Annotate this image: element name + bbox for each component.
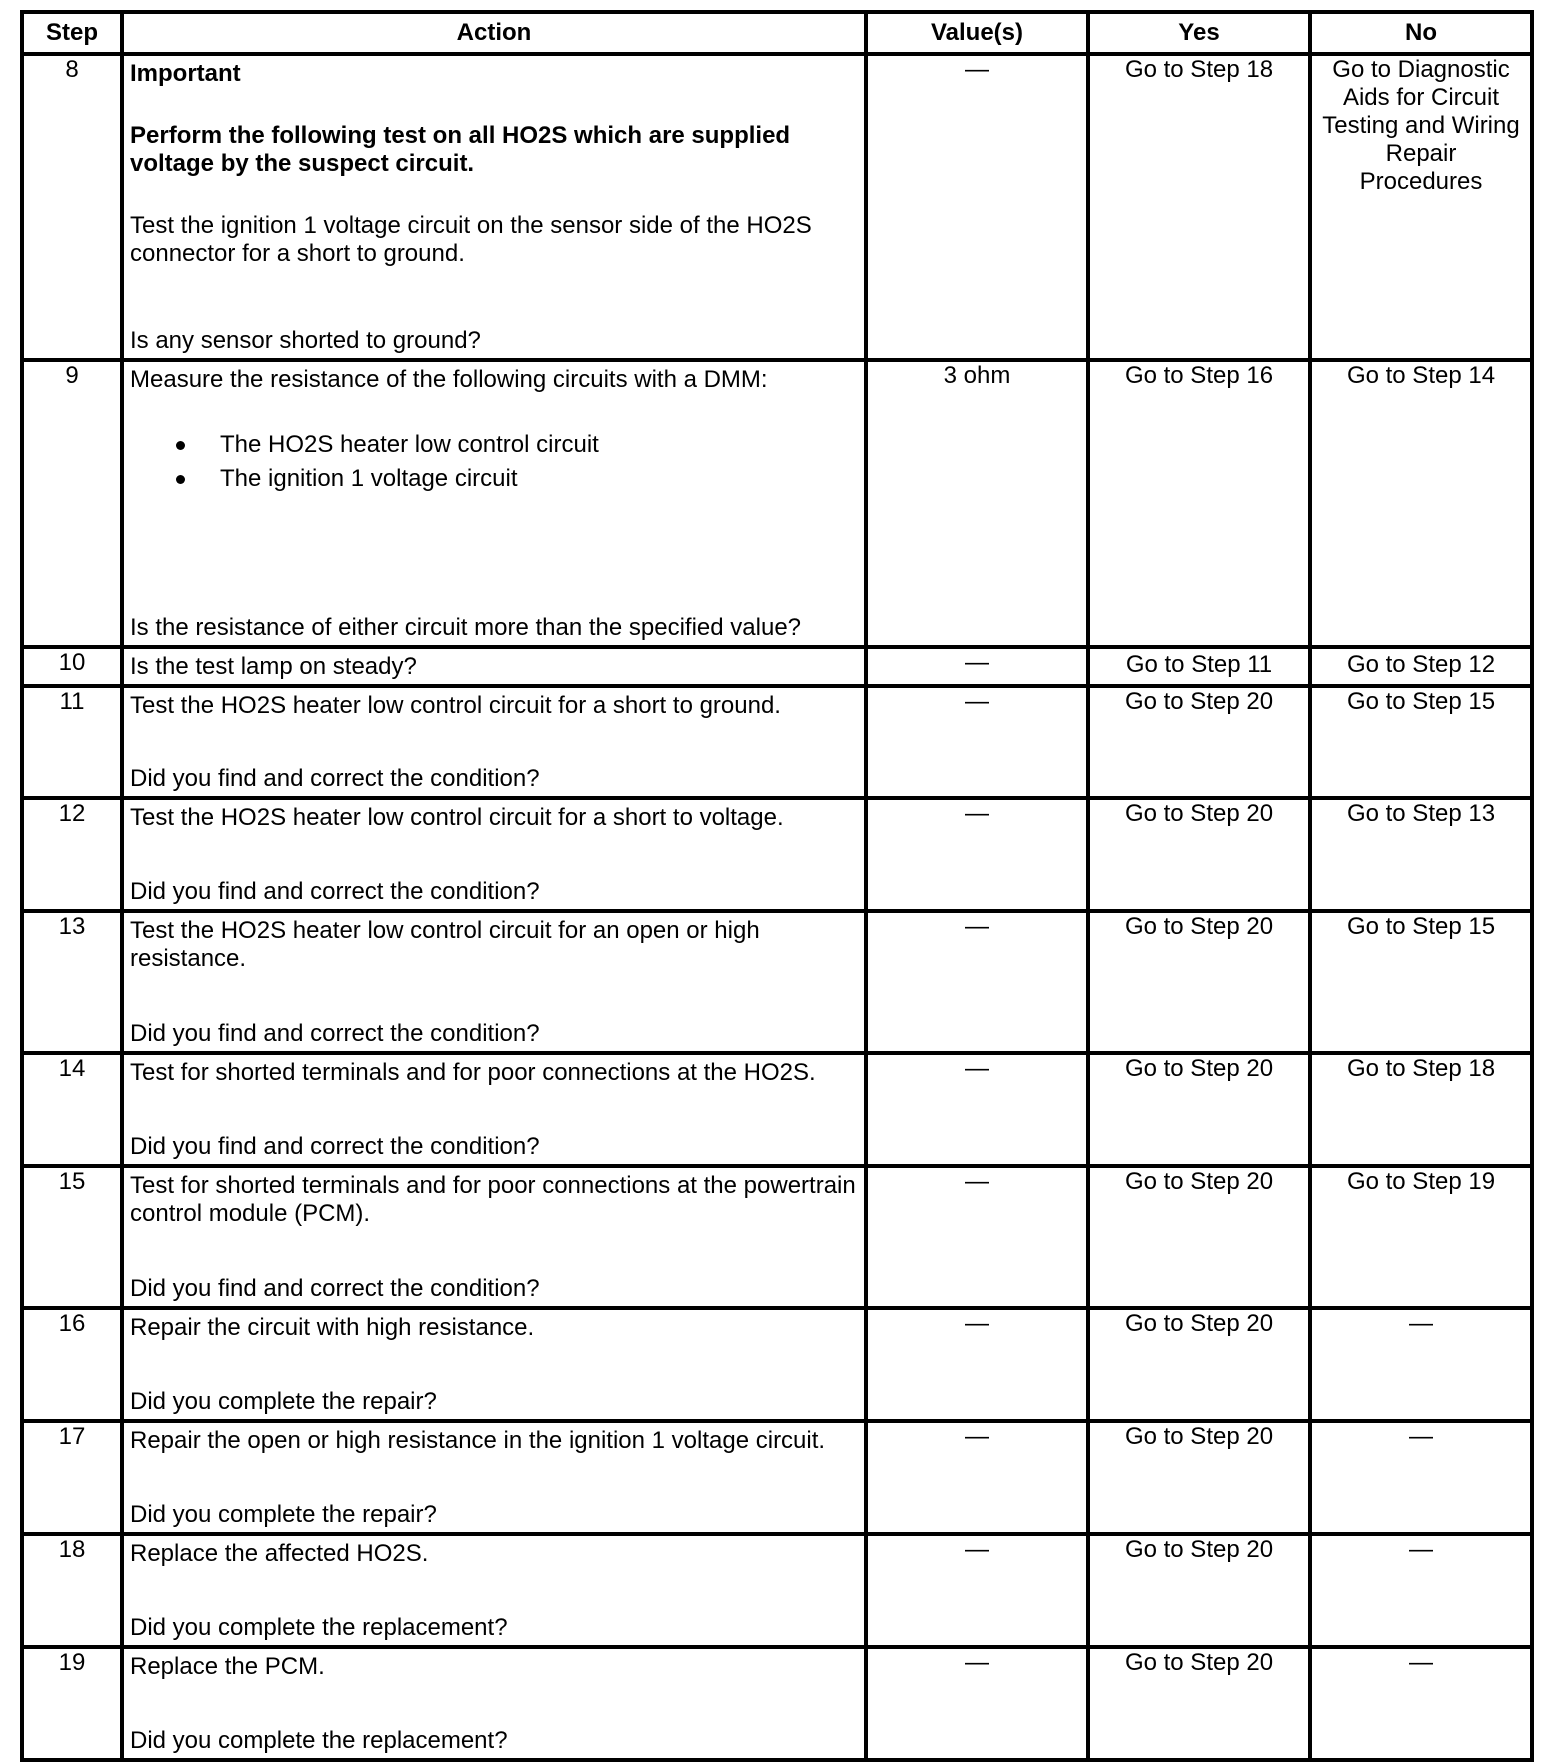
yes-link[interactable]: Go to Step 16	[1124, 362, 1274, 389]
no-link[interactable]: Go to Diagnostic Aids for Circuit Testing and Wiring Repair Procedures	[1322, 56, 1520, 195]
table-row	[22, 1053, 1532, 1166]
action-cell	[122, 1421, 866, 1534]
action-cell	[122, 1308, 866, 1421]
question-text: Did you find and correct the condition?	[130, 1133, 540, 1160]
no-cell	[1310, 360, 1532, 647]
diagnostic-table-container	[20, 10, 1530, 1762]
yes-cell	[1088, 1053, 1310, 1166]
table-row	[22, 647, 1532, 686]
header-yes: Yes	[1088, 12, 1310, 54]
action-cell	[122, 1647, 866, 1760]
no-value: —	[1409, 1423, 1433, 1450]
diagnostic-table	[20, 10, 1534, 1762]
action-cell	[122, 1053, 866, 1166]
no-value: —	[1409, 1536, 1433, 1563]
header-values: Value(s)	[866, 12, 1088, 54]
yes-link[interactable]: Go to Step 20	[1124, 688, 1274, 715]
question-text: Did you complete the replacement?	[130, 1614, 508, 1641]
action-text: Measure the resistance of the following circuits with a DMM:	[130, 366, 768, 393]
no-cell	[1310, 798, 1532, 911]
table-header-row	[22, 12, 1532, 54]
question-text: Did you find and correct the condition?	[130, 878, 540, 905]
no-link[interactable]: Go to Step 13	[1346, 800, 1496, 827]
no-cell	[1310, 647, 1532, 686]
table-row	[22, 360, 1532, 647]
yes-cell	[1088, 54, 1310, 360]
value-cell: —	[866, 686, 1088, 798]
question-text: Did you find and correct the condition?	[130, 1275, 540, 1302]
no-value: —	[1409, 1310, 1433, 1337]
action-text: Repair the open or high resistance in the ignition 1 voltage circuit.	[130, 1427, 826, 1454]
question-text: Did you complete the repair?	[130, 1501, 437, 1528]
value-cell: —	[866, 911, 1088, 1053]
no-cell	[1310, 1534, 1532, 1647]
question-text: Did you find and correct the condition?	[130, 1020, 540, 1047]
question-text: Did you complete the repair?	[130, 1388, 437, 1415]
table-row	[22, 1166, 1532, 1308]
no-link[interactable]: Go to Step 18	[1346, 1055, 1496, 1082]
action-text: Test for shorted terminals and for poor connections at the powertrain control module (PCM).	[130, 1172, 856, 1227]
step-number: 16	[22, 1308, 122, 1421]
question-text: Is any sensor shorted to ground?	[130, 327, 481, 354]
no-cell	[1310, 1647, 1532, 1760]
yes-cell	[1088, 686, 1310, 798]
value-cell: —	[866, 1053, 1088, 1166]
action-cell	[122, 360, 866, 647]
yes-link[interactable]: Go to Step 20	[1124, 1423, 1274, 1450]
table-row	[22, 1647, 1532, 1760]
no-link[interactable]: Go to Step 14	[1346, 362, 1496, 389]
table-row	[22, 54, 1532, 360]
action-text: Test the HO2S heater low control circuit for a short to voltage.	[130, 804, 784, 831]
question-text: Did you find and correct the condition?	[130, 765, 540, 792]
step-number: 14	[22, 1053, 122, 1166]
list-item: The HO2S heater low control circuit	[220, 428, 858, 462]
yes-link[interactable]: Go to Step 18	[1124, 56, 1274, 83]
no-cell	[1310, 1421, 1532, 1534]
yes-link[interactable]: Go to Step 20	[1124, 913, 1274, 940]
action-cell	[122, 686, 866, 798]
question-text: Is the test lamp on steady?	[130, 653, 417, 680]
step-number: 13	[22, 911, 122, 1053]
action-text: Replace the affected HO2S.	[130, 1540, 429, 1567]
value-cell: —	[866, 54, 1088, 360]
action-text: Repair the circuit with high resistance.	[130, 1314, 535, 1341]
yes-cell	[1088, 1421, 1310, 1534]
yes-link[interactable]: Go to Step 20	[1124, 1649, 1274, 1676]
header-step: Step	[22, 12, 122, 54]
question-text: Is the resistance of either circuit more than the specified value?	[130, 614, 802, 641]
no-cell	[1310, 1308, 1532, 1421]
step-number: 11	[22, 686, 122, 798]
question-text: Did you complete the replacement?	[130, 1727, 508, 1754]
yes-cell	[1088, 911, 1310, 1053]
step-number: 17	[22, 1421, 122, 1534]
step-number: 12	[22, 798, 122, 911]
step-number: 9	[22, 360, 122, 647]
header-action: Action	[122, 12, 866, 54]
table-row	[22, 1534, 1532, 1647]
no-cell	[1310, 1053, 1532, 1166]
yes-cell	[1088, 798, 1310, 911]
no-link[interactable]: Go to Step 12	[1346, 651, 1496, 678]
step-number: 8	[22, 54, 122, 360]
action-cell	[122, 54, 866, 360]
table-row	[22, 1308, 1532, 1421]
header-no: No	[1310, 12, 1532, 54]
value-cell: —	[866, 1308, 1088, 1421]
bullet-list	[130, 428, 858, 496]
important-text: Perform the following test on all HO2S which are supplied voltage by the suspect circuit.	[130, 122, 791, 177]
table-row	[22, 911, 1532, 1053]
action-text: Test for shorted terminals and for poor connections at the HO2S.	[130, 1059, 816, 1086]
step-number: 15	[22, 1166, 122, 1308]
yes-link[interactable]: Go to Step 20	[1124, 1055, 1274, 1082]
value-cell: —	[866, 1647, 1088, 1760]
no-link[interactable]: Go to Step 19	[1346, 1168, 1496, 1195]
action-text: Test the HO2S heater low control circuit for a short to ground.	[130, 692, 781, 719]
value-cell: —	[866, 1166, 1088, 1308]
value-cell: —	[866, 798, 1088, 911]
action-cell	[122, 1534, 866, 1647]
yes-cell	[1088, 1534, 1310, 1647]
yes-cell	[1088, 1166, 1310, 1308]
step-number: 19	[22, 1647, 122, 1760]
no-link[interactable]: Go to Step 15	[1346, 913, 1496, 940]
step-number: 18	[22, 1534, 122, 1647]
value-cell: —	[866, 1534, 1088, 1647]
action-cell	[122, 1166, 866, 1308]
table-row	[22, 798, 1532, 911]
action-text: Test the HO2S heater low control circuit for an open or high resistance.	[130, 917, 760, 972]
yes-link[interactable]: Go to Step 20	[1124, 1310, 1274, 1337]
yes-cell	[1088, 647, 1310, 686]
table-row	[22, 686, 1532, 798]
yes-cell	[1088, 1647, 1310, 1760]
action-cell	[122, 911, 866, 1053]
value-cell: —	[866, 647, 1088, 686]
action-cell	[122, 647, 866, 686]
value-cell: 3 ohm	[866, 360, 1088, 647]
yes-link[interactable]: Go to Step 11	[1125, 651, 1273, 678]
no-value: —	[1409, 1649, 1433, 1676]
action-text: Replace the PCM.	[130, 1653, 325, 1680]
list-item: The ignition 1 voltage circuit	[220, 462, 858, 496]
no-cell	[1310, 1166, 1532, 1308]
yes-link[interactable]: Go to Step 20	[1124, 1536, 1274, 1563]
value-cell: —	[866, 1421, 1088, 1534]
action-cell	[122, 798, 866, 911]
important-label: Important	[130, 60, 241, 87]
yes-cell	[1088, 1308, 1310, 1421]
no-cell	[1310, 54, 1532, 360]
step-number: 10	[22, 647, 122, 686]
yes-link[interactable]: Go to Step 20	[1124, 1168, 1274, 1195]
action-text: Test the ignition 1 voltage circuit on the sensor side of the HO2S connector for a short to ground.	[130, 212, 812, 267]
no-link[interactable]: Go to Step 15	[1346, 688, 1496, 715]
yes-cell	[1088, 360, 1310, 647]
no-cell	[1310, 686, 1532, 798]
no-cell	[1310, 911, 1532, 1053]
table-row	[22, 1421, 1532, 1534]
yes-link[interactable]: Go to Step 20	[1124, 800, 1274, 827]
